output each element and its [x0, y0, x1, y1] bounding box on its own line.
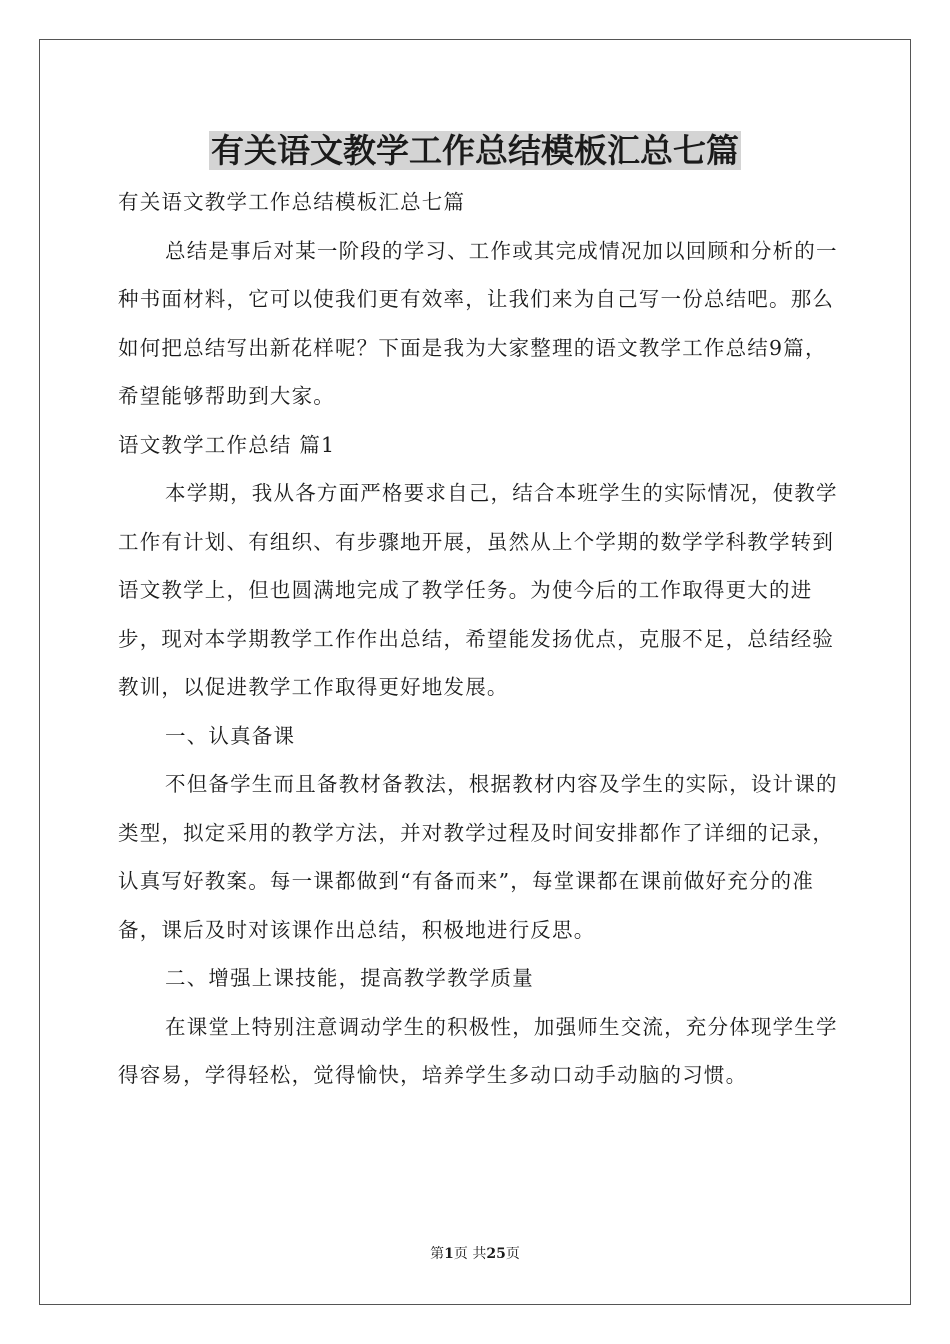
heading-prepare-lessons: 一、认真备课: [165, 723, 296, 748]
paragraph-2: 不但备学生而且备教材备教法，根据教材内容及学生的实际，设计课的类型，拟定采用的教学方法，并对教学过程及时间安排都作了详细的记录，认真写好教案。每一课都做到“有备而来”，每堂课都在课前做好充分的准备，课后及时对该课作出总结，积极地进行反思。: [118, 772, 838, 942]
footer-suffix: 页: [505, 1246, 520, 1262]
section-heading: 语文教学工作总结 篇1: [118, 432, 336, 457]
page-number: 1: [444, 1246, 454, 1262]
intro-paragraph: 总结是事后对某一阶段的学习、工作或其完成情况加以回顾和分析的一种书面材料，它可以使我们更有效率，让我们来为自己写一份总结吧。那么如何把总结写出新花样呢？下面是我为大家整理的语文教学工作总结9篇，希望能够帮助到大家。: [118, 238, 838, 408]
document-title: 有关语文教学工作总结模板汇总七篇: [211, 131, 739, 170]
document-body: [118, 178, 838, 1100]
paragraph-1: 本学期，我从各方面严格要求自己，结合本班学生的实际情况，使教学工作有计划、有组织、有步骤地开展，虽然从上个学期的数学学科教学转到语文教学上，但也圆满地完成了教学任务。为使今后的工作取得更大的进步，现对本学期教学工作作出总结，希望能发扬优点，克服不足，总结经验教训，以促进教学工作取得更好地发展。: [118, 481, 838, 699]
total-pages: 25: [486, 1246, 506, 1262]
footer-prefix: 第: [430, 1246, 445, 1262]
page-footer: [0, 1244, 950, 1264]
footer-mid: 页 共: [453, 1246, 487, 1262]
heading-teaching-skills: 二、增强上课技能，提高教学教学质量: [165, 966, 534, 990]
document-subtitle: 有关语文教学工作总结模板汇总七篇: [118, 190, 466, 214]
paragraph-3: 在课堂上特别注意调动学生的积极性，加强师生交流，充分体现学生学得容易，学得轻松，觉得愉快，培养学生多动口动手动脑的习惯。: [118, 1014, 838, 1087]
